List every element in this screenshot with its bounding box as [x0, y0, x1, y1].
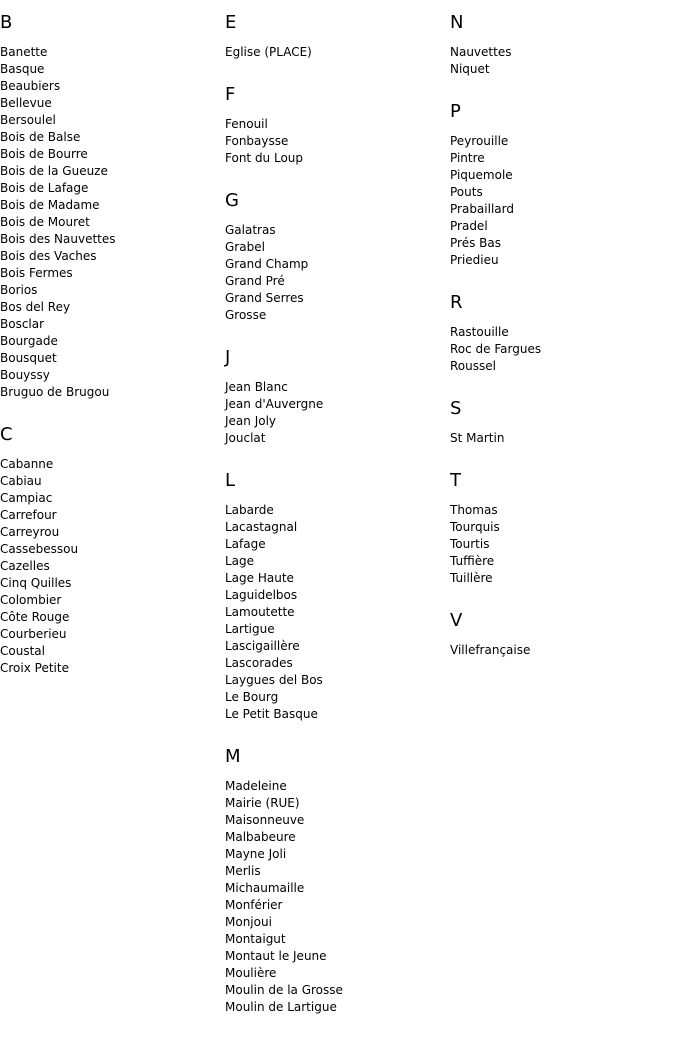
street-link[interactable]: Grand Pré — [225, 274, 285, 288]
list-item — [225, 914, 445, 931]
street-link[interactable]: Côte Rouge — [0, 610, 70, 624]
letter-heading: R — [450, 292, 463, 313]
list-item — [0, 180, 220, 197]
street-link[interactable]: Tuffière — [450, 554, 495, 568]
list-item — [225, 829, 445, 846]
street-link[interactable]: Labarde — [225, 503, 274, 517]
street-list — [0, 44, 220, 401]
list-item — [0, 231, 220, 248]
list-item — [450, 642, 670, 659]
list-item — [0, 384, 220, 401]
list-item — [225, 116, 445, 133]
list-item — [0, 265, 220, 282]
street-link[interactable]: Bois de Bourre — [0, 147, 88, 161]
street-link[interactable]: Grosse — [225, 308, 267, 322]
list-item — [0, 558, 220, 575]
street-link[interactable]: Monjoui — [225, 915, 272, 929]
street-link[interactable]: Lage — [225, 554, 255, 568]
list-item — [0, 163, 220, 180]
list-item — [0, 575, 220, 592]
list-item — [225, 999, 445, 1016]
letter-heading: T — [450, 470, 461, 491]
list-item — [0, 112, 220, 129]
street-link[interactable]: Merlis — [225, 864, 261, 878]
list-item — [225, 706, 445, 723]
list-item — [450, 519, 670, 536]
street-link[interactable]: Colombier — [0, 593, 62, 607]
list-item — [0, 248, 220, 265]
street-list — [225, 44, 445, 61]
street-link[interactable]: Cabanne — [0, 457, 54, 471]
list-item — [225, 812, 445, 829]
street-link[interactable]: Laygues del Bos — [225, 673, 323, 687]
list-item — [0, 316, 220, 333]
street-link[interactable]: Carreyrou — [0, 525, 60, 539]
list-item — [225, 553, 445, 570]
street-link[interactable]: Bois Fermes — [0, 266, 73, 280]
street-link[interactable]: Bouyssy — [0, 368, 50, 382]
street-link[interactable]: Carrefour — [0, 508, 57, 522]
street-list — [225, 116, 445, 167]
street-link[interactable]: Le Bourg — [225, 690, 279, 704]
street-link[interactable]: Bois de la Gueuze — [0, 164, 108, 178]
list-item — [0, 282, 220, 299]
street-link[interactable]: Cazelles — [0, 559, 50, 573]
street-list — [225, 502, 445, 723]
list-item — [225, 931, 445, 948]
street-link[interactable]: Lamoutette — [225, 605, 295, 619]
list-item — [225, 222, 445, 239]
list-item — [450, 167, 670, 184]
list-item — [450, 184, 670, 201]
street-link[interactable]: Malbabeure — [225, 830, 296, 844]
list-item — [0, 197, 220, 214]
street-link[interactable]: Mairie (RUE) — [225, 796, 300, 810]
list-item — [225, 133, 445, 150]
list-item — [0, 643, 220, 660]
list-item — [450, 430, 670, 447]
street-link[interactable]: Jean d'Auvergne — [225, 397, 324, 411]
list-item — [0, 541, 220, 558]
list-item — [225, 430, 445, 447]
list-item — [225, 290, 445, 307]
street-link[interactable]: Pintre — [450, 151, 485, 165]
street-list — [225, 778, 445, 1016]
street-link[interactable]: Cassebessou — [0, 542, 79, 556]
letter-section — [450, 610, 670, 659]
letter-heading: J — [225, 347, 231, 368]
street-link[interactable]: Rastouille — [450, 325, 509, 339]
letter-heading: V — [450, 610, 463, 631]
street-link[interactable]: Cabiau — [0, 474, 42, 488]
street-list — [450, 44, 670, 78]
street-list — [225, 379, 445, 447]
list-item — [0, 333, 220, 350]
street-link[interactable]: Fonbaysse — [225, 134, 289, 148]
letter-heading: B — [0, 12, 13, 33]
street-link[interactable]: Lacastagnal — [225, 520, 298, 534]
list-item — [450, 358, 670, 375]
street-link[interactable]: Eglise (PLACE) — [225, 45, 312, 59]
list-item — [0, 609, 220, 626]
list-item — [450, 570, 670, 587]
street-link[interactable]: Bois des Vaches — [0, 249, 97, 263]
letter-section — [450, 470, 670, 587]
list-item — [0, 626, 220, 643]
street-link[interactable]: Piquemole — [450, 168, 513, 182]
list-item — [225, 604, 445, 621]
street-link[interactable]: Campiac — [0, 491, 53, 505]
letter-heading: C — [0, 424, 13, 445]
street-link[interactable]: Courberieu — [0, 627, 67, 641]
letter-heading: M — [225, 746, 241, 767]
street-link[interactable]: Lascigaillère — [225, 639, 300, 653]
list-item — [0, 367, 220, 384]
street-link[interactable]: Galatras — [225, 223, 276, 237]
list-item — [450, 61, 670, 78]
street-link[interactable]: Bos del Rey — [0, 300, 71, 314]
list-item — [450, 218, 670, 235]
street-link[interactable]: Banette — [0, 45, 48, 59]
street-link[interactable]: Bosclar — [0, 317, 45, 331]
list-item — [0, 95, 220, 112]
letter-heading: G — [225, 190, 239, 211]
street-link[interactable]: Pradel — [450, 219, 488, 233]
list-item — [225, 536, 445, 553]
street-link[interactable]: Croix Petite — [0, 661, 69, 675]
directory-column — [225, 12, 445, 1039]
letter-section — [0, 12, 220, 401]
street-link[interactable]: Grand Champ — [225, 257, 309, 271]
list-item — [225, 396, 445, 413]
street-link[interactable]: Tuillère — [450, 571, 493, 585]
street-link[interactable]: Bois de Balse — [0, 130, 81, 144]
letter-section — [450, 12, 670, 78]
street-link[interactable]: St Martin — [450, 431, 505, 445]
street-list — [450, 642, 670, 659]
street-link[interactable]: Moulin de la Grosse — [225, 983, 343, 997]
street-link[interactable]: Cinq Quilles — [0, 576, 72, 590]
letter-section — [450, 101, 670, 269]
letter-section — [0, 424, 220, 677]
street-link[interactable]: Laguidelbos — [225, 588, 298, 602]
list-item — [225, 672, 445, 689]
street-link[interactable]: Maisonneuve — [225, 813, 305, 827]
list-item — [225, 655, 445, 672]
letter-heading: F — [225, 84, 236, 105]
street-list — [225, 222, 445, 324]
street-link[interactable]: Priedieu — [450, 253, 499, 267]
street-list — [0, 456, 220, 677]
letter-heading: L — [225, 470, 236, 491]
street-link[interactable]: Moulin de Lartigue — [225, 1000, 337, 1014]
list-item — [0, 490, 220, 507]
street-link[interactable]: Jean Joly — [225, 414, 277, 428]
street-link[interactable]: Montaut le Jeune — [225, 949, 327, 963]
list-item — [225, 239, 445, 256]
street-link[interactable]: Lafage — [225, 537, 266, 551]
street-link[interactable]: Lage Haute — [225, 571, 294, 585]
street-link[interactable]: Tourtis — [450, 537, 490, 551]
street-link[interactable]: Bois de Madame — [0, 198, 100, 212]
list-item — [225, 897, 445, 914]
street-link[interactable]: Bousquet — [0, 351, 57, 365]
letter-heading: E — [225, 12, 237, 33]
list-item — [0, 44, 220, 61]
street-link[interactable]: Nauvettes — [450, 45, 512, 59]
list-item — [225, 982, 445, 999]
street-link[interactable]: Font du Loup — [225, 151, 304, 165]
letter-section — [225, 746, 445, 1016]
list-item — [225, 587, 445, 604]
list-item — [225, 948, 445, 965]
list-item — [450, 324, 670, 341]
letter-section — [225, 470, 445, 723]
list-item — [0, 129, 220, 146]
list-item — [225, 846, 445, 863]
list-item — [0, 456, 220, 473]
letter-section — [450, 398, 670, 447]
street-link[interactable]: Bruguo de Brugou — [0, 385, 110, 399]
list-item — [225, 519, 445, 536]
directory-column — [0, 12, 220, 700]
list-item — [225, 379, 445, 396]
list-item — [225, 965, 445, 982]
list-item — [225, 150, 445, 167]
list-item — [0, 507, 220, 524]
letter-section — [225, 347, 445, 447]
letter-heading: N — [450, 12, 464, 33]
street-link[interactable]: Villefrançaise — [450, 643, 531, 657]
street-link[interactable]: Lascorades — [225, 656, 293, 670]
street-link[interactable]: Jean Blanc — [225, 380, 288, 394]
list-item — [225, 778, 445, 795]
street-list — [450, 502, 670, 587]
list-item — [450, 252, 670, 269]
street-list — [450, 430, 670, 447]
list-item — [225, 307, 445, 324]
street-link[interactable]: Prés Bas — [450, 236, 501, 250]
street-link[interactable]: Monférier — [225, 898, 283, 912]
street-link[interactable]: Le Petit Basque — [225, 707, 318, 721]
list-item — [0, 78, 220, 95]
street-link[interactable]: Roussel — [450, 359, 496, 373]
letter-heading: S — [450, 398, 462, 419]
street-link[interactable]: Coustal — [0, 644, 45, 658]
list-item — [450, 502, 670, 519]
street-list — [450, 133, 670, 269]
list-item — [450, 44, 670, 61]
list-item — [450, 201, 670, 218]
street-link[interactable]: Madeleine — [225, 779, 287, 793]
street-link[interactable]: Prabaillard — [450, 202, 514, 216]
list-item — [450, 235, 670, 252]
street-link[interactable]: Grand Serres — [225, 291, 304, 305]
street-link[interactable]: Niquet — [450, 62, 490, 76]
list-item — [0, 214, 220, 231]
letter-section — [225, 190, 445, 324]
street-link[interactable]: Tourquis — [450, 520, 500, 534]
street-link[interactable]: Mayne Joli — [225, 847, 287, 861]
list-item — [450, 133, 670, 150]
list-item — [225, 638, 445, 655]
list-item — [225, 880, 445, 897]
letter-heading: P — [450, 101, 461, 122]
letter-section — [450, 292, 670, 375]
list-item — [225, 621, 445, 638]
list-item — [225, 44, 445, 61]
list-item — [450, 553, 670, 570]
list-item — [450, 150, 670, 167]
list-item — [225, 570, 445, 587]
street-link[interactable]: Bois des Nauvettes — [0, 232, 116, 246]
list-item — [0, 660, 220, 677]
street-link[interactable]: Beaubiers — [0, 79, 61, 93]
list-item — [225, 413, 445, 430]
list-item — [0, 146, 220, 163]
list-item — [225, 502, 445, 519]
street-link[interactable]: Grabel — [225, 240, 265, 254]
list-item — [225, 863, 445, 880]
street-link[interactable]: Roc de Fargues — [450, 342, 542, 356]
street-link[interactable]: Pouts — [450, 185, 483, 199]
list-item — [450, 536, 670, 553]
list-item — [450, 341, 670, 358]
street-link[interactable]: Bois de Mouret — [0, 215, 90, 229]
directory-column — [450, 12, 670, 682]
street-link[interactable]: Bellevue — [0, 96, 52, 110]
street-link[interactable]: Bersoulel — [0, 113, 56, 127]
street-link[interactable]: Fenouil — [225, 117, 268, 131]
list-item — [0, 592, 220, 609]
street-link[interactable]: Bourgade — [0, 334, 58, 348]
list-item — [225, 795, 445, 812]
street-list — [450, 324, 670, 375]
list-item — [0, 61, 220, 78]
list-item — [0, 524, 220, 541]
list-item — [0, 473, 220, 490]
street-link[interactable]: Bois de Lafage — [0, 181, 89, 195]
list-item — [0, 299, 220, 316]
street-link[interactable]: Thomas — [450, 503, 498, 517]
letter-section — [225, 12, 445, 61]
list-item — [225, 256, 445, 273]
list-item — [0, 350, 220, 367]
street-link[interactable]: Jouclat — [225, 431, 266, 445]
street-link[interactable]: Michaumaille — [225, 881, 305, 895]
list-item — [225, 273, 445, 290]
street-link[interactable]: Peyrouille — [450, 134, 509, 148]
street-link[interactable]: Montaigut — [225, 932, 286, 946]
letter-section — [225, 84, 445, 167]
street-link[interactable]: Basque — [0, 62, 45, 76]
street-link[interactable]: Moulière — [225, 966, 277, 980]
street-link[interactable]: Lartigue — [225, 622, 275, 636]
list-item — [225, 689, 445, 706]
street-link[interactable]: Borios — [0, 283, 38, 297]
